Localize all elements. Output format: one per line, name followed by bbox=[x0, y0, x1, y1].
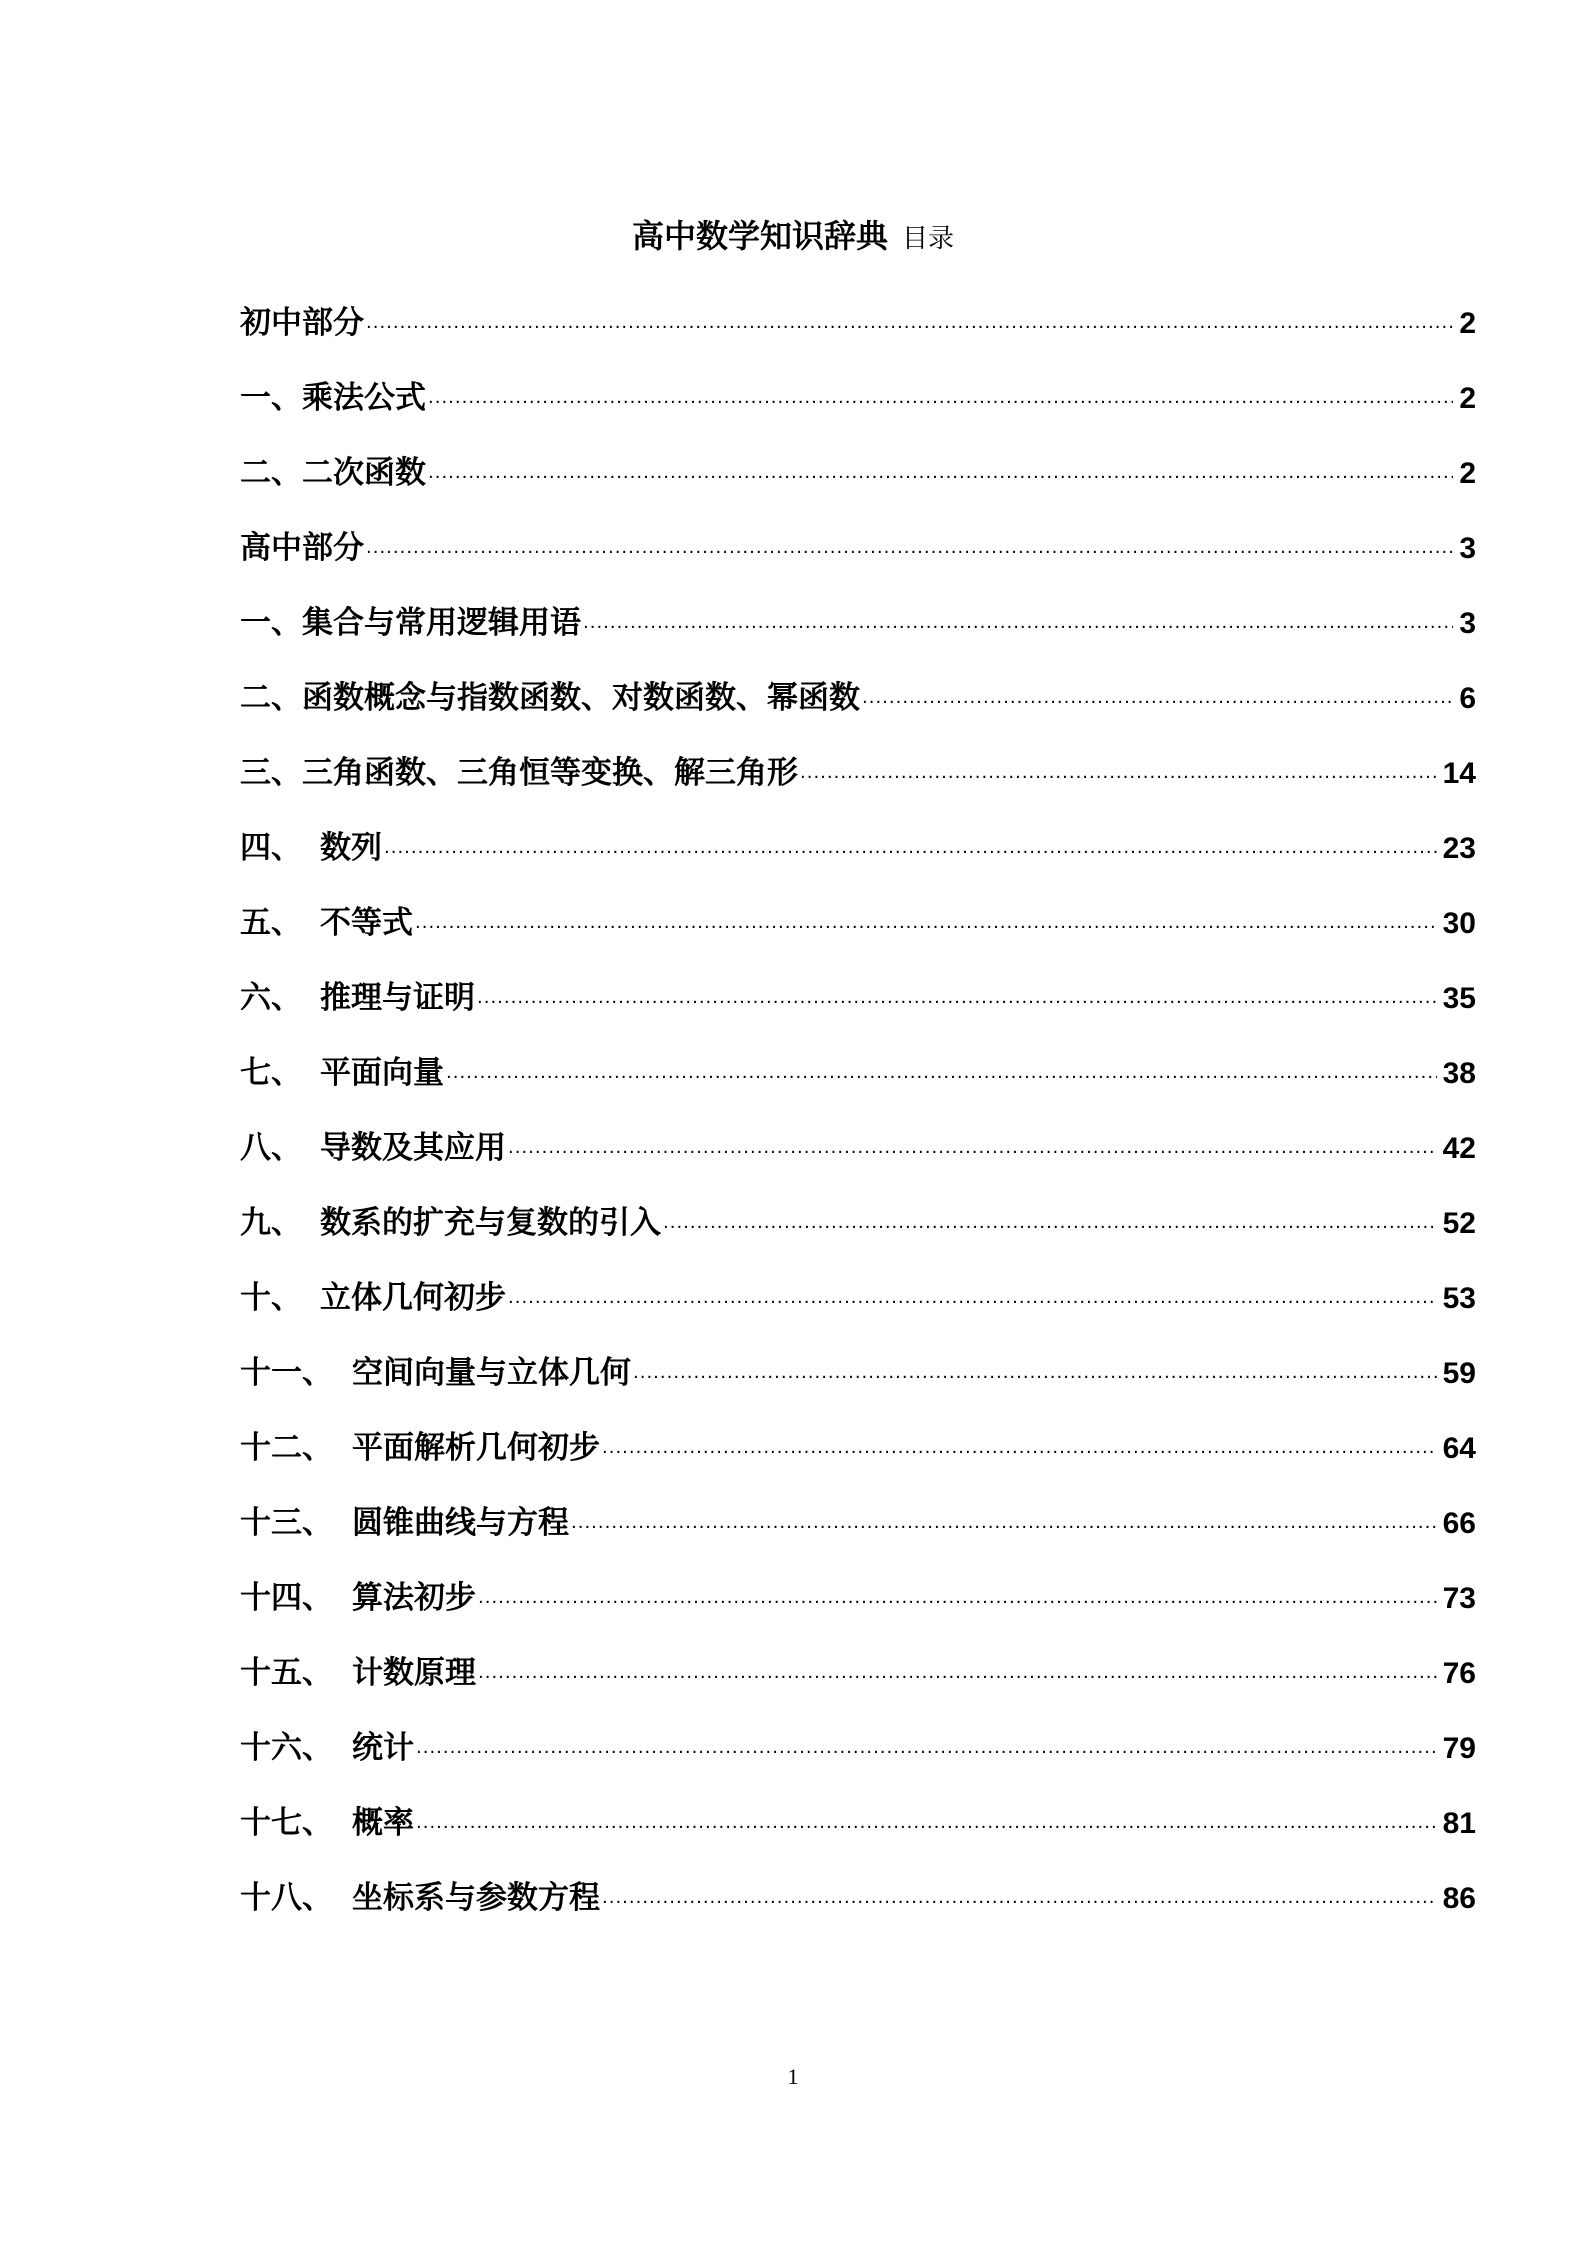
toc-entry[interactable] bbox=[240, 1873, 1476, 1948]
toc-entry[interactable] bbox=[240, 1648, 1476, 1723]
toc-dot-leader bbox=[862, 678, 1453, 728]
toc-entry-number: 十一、 bbox=[240, 1355, 333, 1391]
toc-entry-page: 79 bbox=[1442, 1732, 1476, 1765]
toc-entry-label: 初中部分 bbox=[240, 305, 364, 341]
toc-dot-leader bbox=[508, 1278, 1437, 1328]
toc-entry-label: 高中部分 bbox=[240, 530, 364, 566]
toc-dot-leader bbox=[415, 903, 1437, 953]
toc-entry-page: 14 bbox=[1442, 757, 1476, 790]
toc-entry-label: 坐标系与参数方程 bbox=[352, 1880, 600, 1916]
toc-dot-leader bbox=[416, 1728, 1437, 1778]
toc-entry[interactable] bbox=[240, 598, 1476, 673]
toc-dot-leader bbox=[366, 528, 1453, 578]
toc-dot-leader bbox=[428, 378, 1453, 428]
toc-dot-leader bbox=[446, 1053, 1437, 1103]
toc-entry-label: 统计 bbox=[352, 1730, 414, 1766]
toc-entry-label: 计数原理 bbox=[352, 1655, 476, 1691]
toc-entry-label: 圆锥曲线与方程 bbox=[352, 1505, 569, 1541]
toc-entry[interactable] bbox=[240, 1798, 1476, 1873]
toc-dot-leader bbox=[800, 753, 1437, 803]
toc-entry[interactable] bbox=[240, 1723, 1476, 1798]
toc-entry-number: 十六、 bbox=[240, 1730, 333, 1766]
toc-dot-leader bbox=[478, 1653, 1437, 1703]
toc-entry-label: 推理与证明 bbox=[320, 980, 475, 1016]
toc-entry[interactable] bbox=[240, 373, 1476, 448]
toc-entry[interactable] bbox=[240, 448, 1476, 523]
toc-entry-page: 81 bbox=[1442, 1807, 1476, 1840]
toc-dot-leader bbox=[583, 603, 1453, 653]
toc-entry[interactable] bbox=[240, 823, 1476, 898]
toc-entry-number: 五、 bbox=[240, 905, 302, 941]
toc-entry-page: 2 bbox=[1459, 382, 1476, 415]
toc-entry[interactable] bbox=[240, 1123, 1476, 1198]
toc-entry[interactable] bbox=[240, 1348, 1476, 1423]
toc-entry-page: 42 bbox=[1442, 1132, 1476, 1165]
toc-entry-number: 六、 bbox=[240, 980, 302, 1016]
toc-entry-label: 算法初步 bbox=[352, 1580, 476, 1616]
toc-entry-number: 七、 bbox=[240, 1055, 302, 1091]
toc-entry-page: 52 bbox=[1442, 1207, 1476, 1240]
toc-entry[interactable] bbox=[240, 748, 1476, 823]
toc-dot-leader bbox=[602, 1878, 1437, 1928]
toc-entry-number: 十五、 bbox=[240, 1655, 333, 1691]
toc-entry-page: 38 bbox=[1442, 1057, 1476, 1090]
toc-entry-label: 导数及其应用 bbox=[320, 1130, 506, 1166]
toc-entry-label: 空间向量与立体几何 bbox=[352, 1355, 631, 1391]
toc-entry[interactable] bbox=[240, 298, 1476, 373]
toc-entry-number: 八、 bbox=[240, 1130, 302, 1166]
toc-entry[interactable] bbox=[240, 973, 1476, 1048]
toc-entry[interactable] bbox=[240, 1048, 1476, 1123]
toc-entry-page: 30 bbox=[1442, 907, 1476, 940]
toc-entry[interactable] bbox=[240, 1423, 1476, 1498]
toc-entry-number: 四、 bbox=[240, 830, 302, 866]
page-number: 1 bbox=[787, 2064, 799, 2089]
toc-dot-leader bbox=[384, 828, 1437, 878]
toc-entry[interactable] bbox=[240, 1573, 1476, 1648]
toc-entry[interactable] bbox=[240, 898, 1476, 973]
toc-dot-leader bbox=[477, 978, 1437, 1028]
toc-entry[interactable] bbox=[240, 523, 1476, 598]
toc-dot-leader bbox=[428, 453, 1453, 503]
toc-entry-page: 53 bbox=[1442, 1282, 1476, 1315]
toc-entry-label: 数列 bbox=[320, 830, 382, 866]
subtitle-text: 目录 bbox=[902, 224, 955, 254]
toc-entry-number: 十四、 bbox=[240, 1580, 333, 1616]
toc-dot-leader bbox=[663, 1203, 1437, 1253]
toc-entry-label: 三角函数、三角恒等变换、解三角形 bbox=[302, 755, 798, 791]
toc-entry-label: 集合与常用逻辑用语 bbox=[302, 605, 581, 641]
toc-entry-number: 二、 bbox=[240, 680, 302, 716]
toc-entry-label: 乘法公式 bbox=[302, 380, 426, 416]
toc-entry-number: 二、 bbox=[240, 455, 302, 491]
toc-entry-page: 2 bbox=[1459, 457, 1476, 490]
toc-entry-page: 64 bbox=[1442, 1432, 1476, 1465]
title-text: 高中数学知识辞典 bbox=[631, 217, 888, 255]
toc-entry-page: 6 bbox=[1459, 682, 1476, 715]
toc-entry-number: 十三、 bbox=[240, 1505, 333, 1541]
toc-dot-leader bbox=[508, 1128, 1437, 1178]
toc-entry-label: 平面向量 bbox=[320, 1055, 444, 1091]
toc-entry[interactable] bbox=[240, 1273, 1476, 1348]
toc-dot-leader bbox=[571, 1503, 1437, 1553]
document-title bbox=[0, 212, 1586, 266]
toc-entry[interactable] bbox=[240, 1498, 1476, 1573]
toc-dot-leader bbox=[602, 1428, 1437, 1478]
toc-entry-number: 十八、 bbox=[240, 1880, 333, 1916]
toc-dot-leader bbox=[416, 1803, 1437, 1853]
toc-entry[interactable] bbox=[240, 673, 1476, 748]
toc-entry-number: 九、 bbox=[240, 1205, 302, 1241]
toc-entry-number: 三、 bbox=[240, 755, 302, 791]
toc-entry-page: 66 bbox=[1442, 1507, 1476, 1540]
toc-entry-number: 一、 bbox=[240, 605, 302, 641]
toc-entry-number: 十、 bbox=[240, 1280, 302, 1316]
toc-entry-page: 86 bbox=[1442, 1882, 1476, 1915]
toc-dot-leader bbox=[478, 1578, 1437, 1628]
toc-entry-page: 2 bbox=[1459, 307, 1476, 340]
table-of-contents bbox=[240, 298, 1476, 1948]
toc-entry-page: 3 bbox=[1459, 532, 1476, 565]
toc-entry-page: 3 bbox=[1459, 607, 1476, 640]
toc-entry-label: 不等式 bbox=[320, 905, 413, 941]
toc-entry-label: 立体几何初步 bbox=[320, 1280, 506, 1316]
toc-entry-label: 概率 bbox=[352, 1805, 414, 1841]
toc-entry-label: 数系的扩充与复数的引入 bbox=[320, 1205, 661, 1241]
toc-entry-number: 十二、 bbox=[240, 1430, 333, 1466]
toc-dot-leader bbox=[366, 303, 1453, 353]
toc-entry-label: 平面解析几何初步 bbox=[352, 1430, 600, 1466]
toc-entry-number: 十七、 bbox=[240, 1805, 333, 1841]
toc-entry-page: 23 bbox=[1442, 832, 1476, 865]
toc-entry-label: 二次函数 bbox=[302, 455, 426, 491]
toc-entry-page: 35 bbox=[1442, 982, 1476, 1015]
toc-entry[interactable] bbox=[240, 1198, 1476, 1273]
toc-entry-page: 59 bbox=[1442, 1357, 1476, 1390]
toc-entry-page: 73 bbox=[1442, 1582, 1476, 1615]
toc-entry-number: 一、 bbox=[240, 380, 302, 416]
toc-dot-leader bbox=[633, 1353, 1437, 1403]
toc-entry-label: 函数概念与指数函数、对数函数、幂函数 bbox=[302, 680, 860, 716]
toc-entry-page: 76 bbox=[1442, 1657, 1476, 1690]
